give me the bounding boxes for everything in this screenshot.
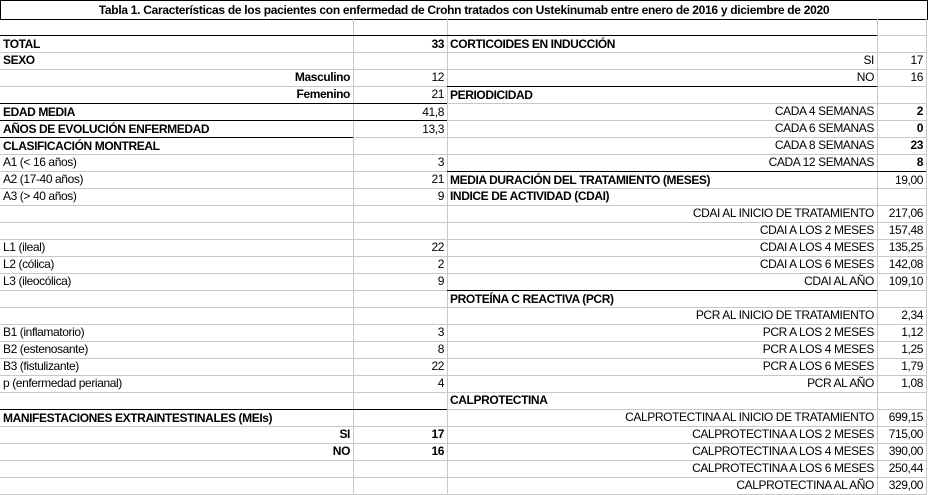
a3-label: A3 (> 40 años) xyxy=(3,189,77,203)
pcr-item-label: PCR AL AÑO xyxy=(807,376,874,390)
cdai-item-value: 157,48 xyxy=(888,223,923,237)
a3-value: 9 xyxy=(437,189,444,203)
cdai-item-value: 109,10 xyxy=(888,274,923,288)
corticoides-label: CORTICOIDES EN INDUCCIÓN xyxy=(447,35,877,52)
periodicidad-item-label: CADA 6 SEMANAS xyxy=(774,121,874,135)
cdai-item-label: CDAI AL INICIO DE TRATAMIENTO xyxy=(692,206,874,220)
l2-value: 2 xyxy=(437,257,444,271)
pcr-item-label: PCR A LOS 2 MESES xyxy=(762,325,874,339)
cdai-item-value: 135,25 xyxy=(888,240,923,254)
calpro-item-value: 699,15 xyxy=(888,410,923,424)
pcr-item-label: PCR A LOS 4 MESES xyxy=(762,342,874,356)
a2-value: 21 xyxy=(431,172,444,186)
evolucion-value: 13,3 xyxy=(353,120,447,137)
l2-label: L2 (cólica) xyxy=(3,257,54,271)
meis-no-value: 16 xyxy=(431,444,444,458)
masculino-label: Masculino xyxy=(294,70,350,84)
periodicidad-item-label: CADA 12 SEMANAS xyxy=(768,155,874,169)
pcr-item-label: PCR AL INICIO DE TRATAMIENTO xyxy=(695,308,874,322)
calpro-item-value: 715,00 xyxy=(888,427,923,441)
table-title: Tabla 1. Características de los pacientes con enfermedad de Crohn tratados con Ustekinumab entre enero de 2016 y diciembre de 2020 xyxy=(0,0,928,20)
periodicidad-item-value: 23 xyxy=(910,138,923,152)
p-value: 4 xyxy=(437,376,444,390)
duracion-value: 19,00 xyxy=(877,171,926,188)
calpro-label: CALPROTECTINA xyxy=(450,393,548,407)
cdai-item-label: CDAI A LOS 6 MESES xyxy=(759,257,874,271)
periodicidad-item-label: CADA 8 SEMANAS xyxy=(774,138,874,152)
corticoides-si-label: SI xyxy=(863,53,874,67)
p-label: p (enfermedad perianal) xyxy=(3,376,122,390)
calpro-item-value: 250,44 xyxy=(888,461,923,475)
cdai-item-value: 217,06 xyxy=(888,206,923,220)
calpro-item-label: CALPROTECTINA A LOS 4 MESES xyxy=(692,444,874,458)
l3-value: 9 xyxy=(437,274,444,288)
b1-label: B1 (inflamatorio) xyxy=(3,325,85,339)
cdai-item-label: CDAI A LOS 4 MESES xyxy=(759,240,874,254)
a2-label: A2 (17-40 años) xyxy=(3,172,84,186)
b2-value: 8 xyxy=(437,342,444,356)
calpro-item-label: CALPROTECTINA AL INICIO DE TRATAMIENTO xyxy=(625,410,874,424)
l1-value: 22 xyxy=(431,240,444,254)
a1-label: A1 (< 16 años) xyxy=(3,155,77,169)
pcr-item-label: PCR A LOS 6 MESES xyxy=(762,359,874,373)
meis-si-value: 17 xyxy=(431,427,444,441)
b3-value: 22 xyxy=(431,359,444,373)
corticoides-si-value: 17 xyxy=(910,53,923,67)
cdai-label: INDICE DE ACTIVIDAD (CDAI) xyxy=(450,189,610,203)
b3-label: B3 (fistulizante) xyxy=(3,359,79,373)
corticoides-no-value: 16 xyxy=(910,70,923,84)
montreal-label: CLASIFICACIÓN MONTREAL xyxy=(0,137,353,154)
meis-si-label: SI xyxy=(339,427,350,441)
periodicidad-item-value: 2 xyxy=(916,104,923,118)
edad-media-value: 41,8 xyxy=(353,103,447,120)
duracion-label: MEDIA DURACIÓN DEL TRATAMIENTO (MESES) xyxy=(447,171,877,188)
b1-value: 3 xyxy=(437,325,444,339)
calpro-item-label: CALPROTECTINA AL AÑO xyxy=(736,478,874,492)
cdai-item-label: CDAI A LOS 2 MESES xyxy=(759,223,874,237)
cdai-item-label: CDAI AL AÑO xyxy=(804,274,874,288)
calpro-item-value: 390,00 xyxy=(888,444,923,458)
meis-label: MANIFESTACIONES EXTRAINTESTINALES (MEIs) xyxy=(0,409,447,426)
pcr-item-value: 1,79 xyxy=(901,359,923,373)
characteristics-table xyxy=(0,19,928,495)
l3-label: L3 (ileocólica) xyxy=(3,274,72,288)
pcr-item-value: 1,08 xyxy=(901,376,923,390)
sexo-label: SEXO xyxy=(3,53,35,67)
evolucion-label: AÑOS DE EVOLUCIÓN ENFERMEDAD xyxy=(0,120,353,137)
calpro-item-label: CALPROTECTINA A LOS 2 MESES xyxy=(692,427,874,441)
total-value: 33 xyxy=(353,35,447,52)
femenino-value: 21 xyxy=(431,87,444,101)
cdai-item-value: 142,08 xyxy=(888,257,923,271)
total-label: TOTAL xyxy=(0,35,353,52)
calpro-item-label: CALPROTECTINA A LOS 6 MESES xyxy=(692,461,874,475)
periodicidad-label: PERIODICIDAD xyxy=(447,86,877,103)
edad-media-label: EDAD MEDIA xyxy=(0,103,353,120)
b2-label: B2 (estenosante) xyxy=(3,342,88,356)
meis-no-label: NO xyxy=(332,444,350,458)
pcr-item-value: 2,34 xyxy=(901,308,923,322)
corticoides-no-label: NO xyxy=(856,70,874,84)
pcr-item-value: 1,12 xyxy=(901,325,923,339)
periodicidad-item-label: CADA 4 SEMANAS xyxy=(774,104,874,118)
calpro-item-value: 329,00 xyxy=(888,478,923,492)
periodicidad-item-value: 0 xyxy=(916,121,923,135)
gridline xyxy=(926,19,927,495)
femenino-label: Femenino xyxy=(296,87,350,101)
periodicidad-item-value: 8 xyxy=(916,155,923,169)
a1-value: 3 xyxy=(437,155,444,169)
pcr-item-value: 1,25 xyxy=(901,342,923,356)
pcr-label: PROTEÍNA C REACTIVA (PCR) xyxy=(447,290,877,307)
masculino-value: 12 xyxy=(431,70,444,84)
l1-label: L1 (ileal) xyxy=(3,240,46,254)
